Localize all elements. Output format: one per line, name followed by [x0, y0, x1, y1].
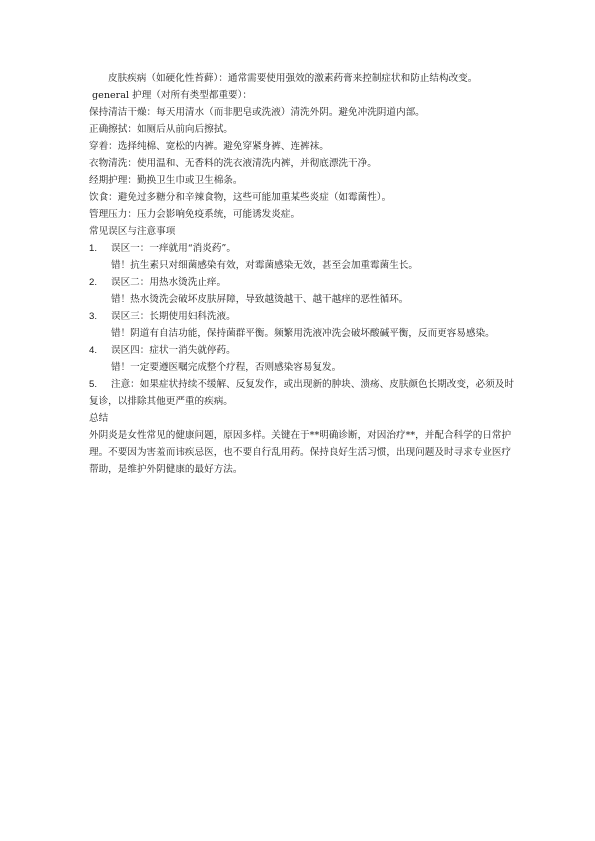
myth-number: 3. — [89, 311, 98, 322]
care-item-stress: 管理压力：压力会影响免疫系统，可能诱发炎症。 — [89, 209, 301, 220]
care-section-title: general 护理（对所有类型都重要）： — [92, 90, 253, 101]
myth-note: 错！热水烫洗会破坏皮肤屏障，导致越烫越干、越干越痒的恶性循环。 — [111, 294, 409, 305]
myth-item — [89, 240, 519, 274]
myth-title: 注意：如果症状持续不缓解、反复发作，或出现新的肿块、溃疡、皮肤颜色长期改变，必须及时复诊，以排除其他更严重的疾病。 — [89, 379, 514, 407]
myth-title: 误区二：用热水烫洗止痒。 — [111, 277, 227, 288]
summary-paragraph: 外阴炎是女性常见的健康问题，原因多样。关键在于**明确诊断，对因治疗**，并配合科学的日常护理。不要因为害羞而讳疾忌医，也不要自行乱用药。保持良好生活习惯，出现问题及时寻求专业医疗帮助，是维护外阴健康的最好方法。 — [89, 430, 512, 475]
myth-title: 误区三：长期使用妇科洗液。 — [111, 311, 236, 322]
care-item-laundry: 衣物清洗：使用温和、无香料的洗衣液清洗内裤，并彻底漂洗干净。 — [89, 158, 377, 169]
myth-title: 误区一：一痒就用“消炎药”。 — [111, 243, 236, 254]
care-item-wear: 穿着：选择纯棉、宽松的内裤。避免穿紧身裤、连裤袜。 — [89, 141, 329, 152]
document-page — [89, 70, 519, 478]
myth-number: 2. — [89, 277, 98, 288]
myth-note: 错！阴道有自洁功能，保持菌群平衡。频繁用洗液冲洗会破坏酸碱平衡，反而更容易感染。 — [111, 328, 495, 339]
care-item-period: 经期护理：勤换卫生巾或卫生棉条。 — [89, 175, 243, 186]
myth-note: 错！一定要遵医嘱完成整个疗程，否则感染容易复发。 — [111, 362, 342, 373]
myth-number: 4. — [89, 345, 98, 356]
myth-item — [89, 376, 519, 410]
myth-title: 误区四：症状一消失就停药。 — [111, 345, 236, 356]
summary-title: 总结 — [89, 413, 109, 424]
myth-item — [89, 274, 519, 308]
care-item-wipe: 正确擦拭：如厕后从前向后擦拭。 — [89, 124, 233, 135]
care-item-diet: 饮食：避免过多糖分和辛辣食物，这些可能加重某些炎症（如霉菌性）。 — [89, 192, 392, 203]
myth-note: 错！抗生素只对细菌感染有效，对霉菌感染无效，甚至会加重霉菌生长。 — [111, 260, 418, 271]
myth-number: 1. — [89, 243, 98, 254]
paragraph-skin-disease: 皮肤疾病（如硬化性苔藓）：通常需要使用强效的激素药膏来控制症状和防止结构改变。 — [108, 73, 478, 84]
myth-number: 5. — [89, 379, 98, 390]
care-item-clean: 保持清洁干燥：每天用清水（而非肥皂或洗液）清洗外阴。避免冲洗阴道内部。 — [89, 107, 425, 118]
myth-item — [89, 342, 519, 376]
myth-item — [89, 308, 519, 342]
myths-section-title: 常见误区与注意事项 — [89, 226, 176, 237]
